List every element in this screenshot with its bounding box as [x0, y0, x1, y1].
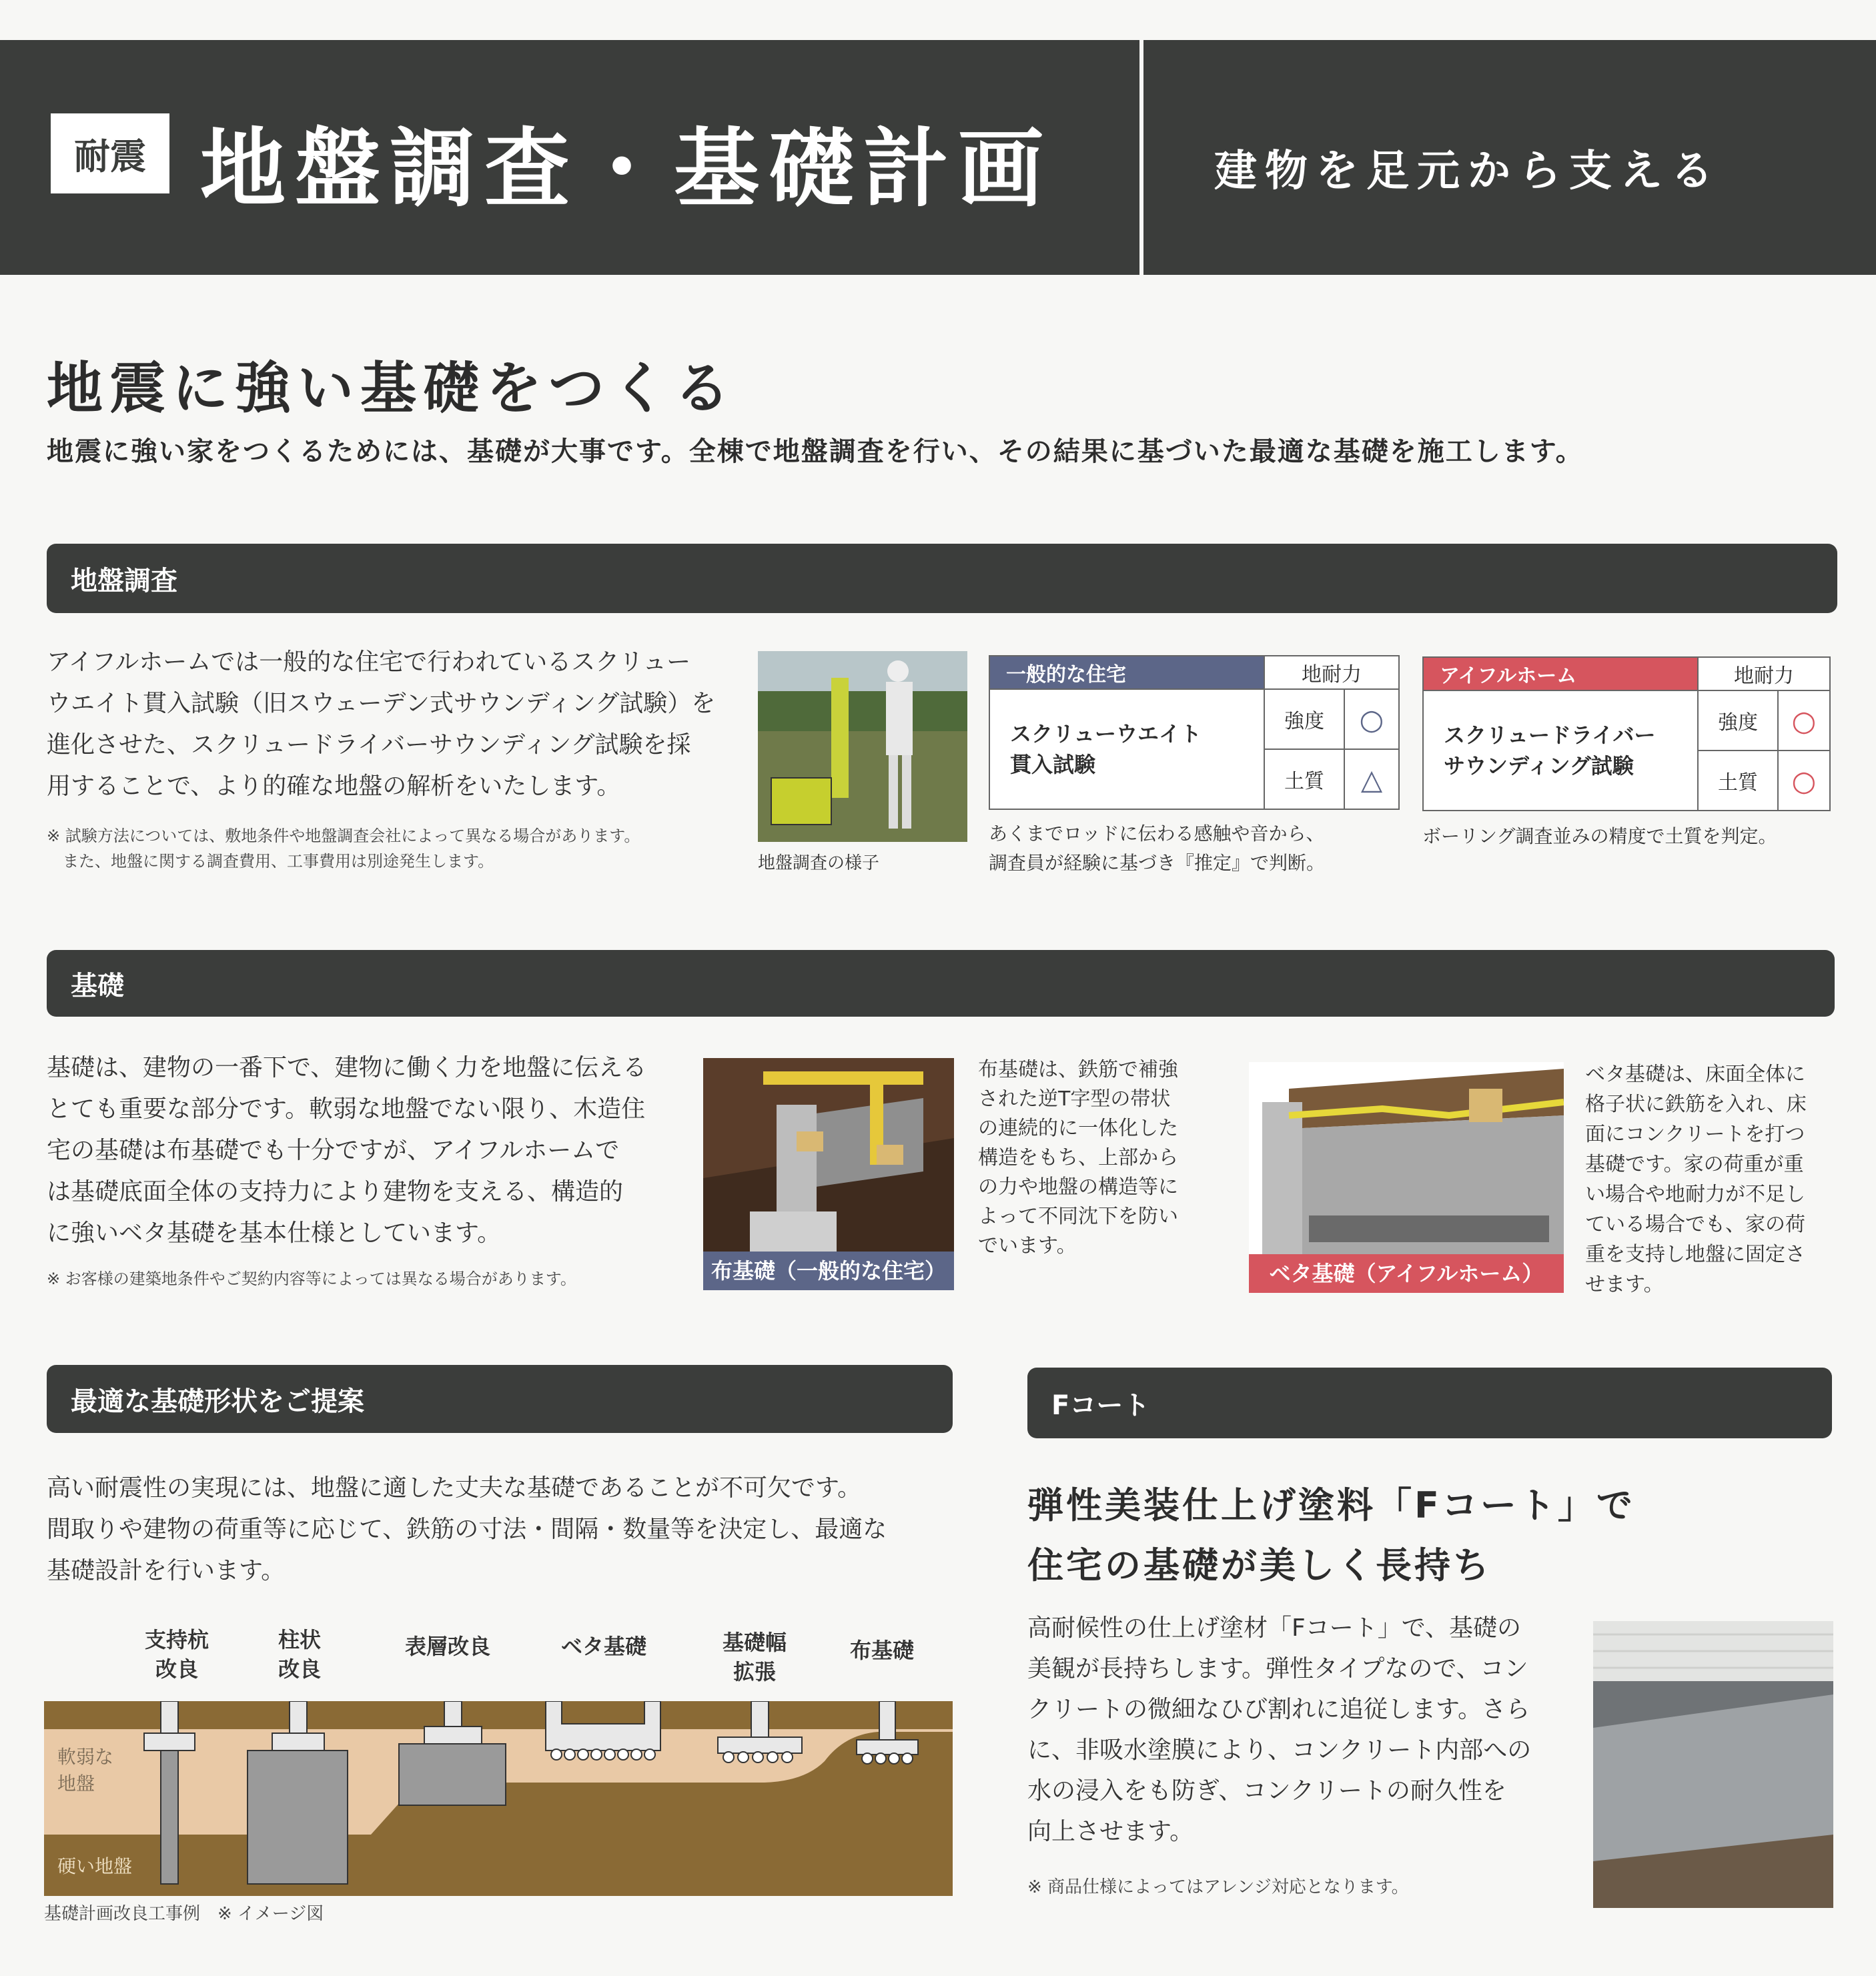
general-caption	[989, 819, 1325, 878]
type-label-widened	[711, 1628, 798, 1686]
text-line: 向上させます。	[1027, 1818, 1194, 1845]
row-label: 土質	[1264, 749, 1344, 809]
page-subtitle: 建物を足元から支える	[1214, 147, 1721, 196]
text-line: の連続的に一体化した	[978, 1117, 1178, 1140]
text-line: 構造をもち、上部から	[978, 1146, 1178, 1169]
method-line: 貫入試験	[1010, 752, 1096, 777]
text-line: 基礎は、建物の一番下で、建物に働く力を地盤に伝える	[47, 1054, 647, 1081]
label-line: 地盤	[57, 1773, 95, 1795]
text-line: アイフルホームでは一般的な住宅で行われているスクリュー	[47, 648, 691, 676]
heading-line: 弾性美装仕上げ塗料「Fコート」で	[1027, 1484, 1635, 1526]
text-line: ウエイト貫入試験（旧スウェーデン式サウンディング試験）を	[47, 690, 716, 717]
method-cell	[989, 689, 1264, 809]
section-bar-survey	[47, 544, 1837, 613]
heading-line: 住宅の基礎が美しく長持ち	[1027, 1544, 1492, 1586]
text-line: 美観が長持ちします。弾性タイプなので、コン	[1027, 1655, 1528, 1682]
table-header-aiful: アイフルホーム	[1423, 657, 1698, 690]
table-header-general: 一般的な住宅	[989, 656, 1264, 689]
category-tag: 耐震	[51, 113, 169, 193]
text-line: ている場合でも、家の荷	[1585, 1213, 1805, 1236]
fcoat-photo	[1593, 1621, 1833, 1908]
circle-mark: ○	[1778, 690, 1830, 751]
text-line: よって不同沈下を防い	[978, 1205, 1178, 1228]
text-line: とても重要な部分です。軟弱な地盤でない限り、木造住	[47, 1095, 646, 1123]
label-line: 改良	[155, 1656, 198, 1682]
hard-ground-label: 硬い地盤	[57, 1855, 133, 1877]
caption-line: 調査員が経験に基づき『推定』で判断。	[989, 852, 1326, 874]
table-col-header: 地耐力	[1698, 657, 1830, 690]
comparison-table-aiful	[1422, 656, 1831, 811]
text-line: 水の浸入をも防ぎ、コンクリートの耐久性を	[1027, 1777, 1506, 1805]
beta-caption: ベタ基礎（アイフルホーム）	[1249, 1254, 1564, 1293]
fcoat-body	[1027, 1608, 1531, 1852]
text-line: い場合や地耐力が不足し	[1585, 1183, 1805, 1206]
comparison-table-general	[989, 655, 1400, 810]
text-line: 進化させた、スクリュードライバーサウンディング試験を採	[47, 731, 691, 759]
text-line: 基礎設計を行います。	[47, 1557, 286, 1584]
note-line: ※ 試験方法については、敷地条件や地盤調査会社によって異なる場合があります。	[47, 827, 640, 845]
row-label: 強度	[1698, 690, 1778, 751]
text-line: ベタ基礎は、床面全体に	[1585, 1063, 1805, 1086]
fcoat-note: ※ 商品仕様によってはアレンジ対応となります。	[1027, 1877, 1409, 1897]
method-cell	[1423, 690, 1698, 811]
section-bar-label: 最適な基礎形状をご提案	[71, 1386, 364, 1417]
text-line: 用することで、より的確な地盤の解析をいたします。	[47, 773, 621, 800]
text-line: 基礎です。家の荷重が重	[1585, 1153, 1804, 1176]
section-bar-label: 基礎	[71, 970, 124, 1001]
label-line: 支持杭	[144, 1627, 209, 1652]
survey-note	[47, 823, 640, 874]
method-line: サウンディング試験	[1444, 753, 1634, 779]
foundation-body	[47, 1047, 687, 1254]
text-line: 高耐候性の仕上げ塗材「Fコート」で、基礎の	[1027, 1614, 1521, 1642]
label-line: 基礎幅	[722, 1630, 787, 1655]
aiful-caption: ボーリング調査並みの精度で土質を判定。	[1422, 825, 1777, 847]
circle-mark: ○	[1344, 689, 1399, 749]
type-label-support-pile	[133, 1625, 220, 1684]
text-line: 高い耐震性の実現には、地盤に適した丈夫な基礎であることが不可欠です。	[47, 1474, 862, 1502]
intro-heading: 地震に強い基礎をつくる	[47, 356, 737, 421]
text-line: の力や地盤の構造等に	[978, 1175, 1178, 1199]
caption-line: あくまでロッドに伝わる感触や音から、	[989, 823, 1325, 845]
proposal-body	[47, 1468, 887, 1592]
section-bar-proposal	[47, 1365, 953, 1433]
section-bar-foundation	[47, 950, 1835, 1017]
method-line: スクリューウエイト	[1010, 721, 1202, 747]
soft-ground-label	[57, 1744, 113, 1797]
text-line: に、非吸水塗膜により、コンクリート内部への	[1027, 1737, 1532, 1764]
label-line: 拡張	[733, 1659, 776, 1684]
text-line: は基礎底面全体の支持力により建物を支える、構造的	[47, 1178, 624, 1205]
type-label-nuno: 布基礎	[849, 1638, 914, 1663]
row-label: 強度	[1264, 689, 1344, 749]
intro-lead: 地震に強い家をつくるためには、基礎が大事です。全棟で地盤調査を行い、その結果に基づいた最適な基礎を施工します。	[47, 436, 1584, 467]
note-line: また、地盤に関する調査費用、工事費用は別途発生します。	[47, 852, 494, 871]
text-line: 布基礎は、鉄筋で補強	[978, 1058, 1178, 1081]
type-label-surface: 表層改良	[404, 1634, 490, 1659]
text-line: でいます。	[978, 1234, 1077, 1258]
header-divider	[1139, 40, 1143, 275]
foundation-note: ※ お客様の建築地条件やご契約内容等によっては異なる場合があります。	[47, 1270, 576, 1288]
text-line: 格子状に鉄筋を入れ、床	[1585, 1093, 1807, 1116]
triangle-mark: △	[1344, 749, 1399, 809]
diagram-caption: 基礎計画改良工事例 ※ イメージ図	[44, 1904, 324, 1924]
foundation-diagram	[44, 1701, 953, 1896]
text-line: 面にコンクリートを打つ	[1585, 1123, 1805, 1146]
label-line: 軟弱な	[57, 1746, 114, 1768]
fcoat-heading	[1027, 1476, 1635, 1596]
section-bar-label: 地盤調査	[71, 565, 177, 596]
text-line: された逆T字型の帯状	[978, 1087, 1171, 1111]
text-line: クリートの微細なひび割れに追従します。さら	[1027, 1696, 1530, 1723]
text-line: 宅の基礎は布基礎でも十分ですが、アイフルホームで	[47, 1137, 620, 1164]
type-label-columnar	[256, 1625, 343, 1684]
text-line: せます。	[1585, 1273, 1664, 1296]
beta-description	[1585, 1059, 1807, 1300]
text-line: 重を支持し地盤に固定さ	[1585, 1243, 1805, 1266]
nuno-description	[978, 1055, 1178, 1261]
section-bar-fcoat	[1027, 1368, 1832, 1438]
survey-photo-caption: 地盤調査の様子	[758, 853, 880, 873]
text-line: に強いベタ基礎を基本仕様としています。	[47, 1219, 502, 1247]
survey-body	[47, 642, 754, 807]
row-label: 土質	[1698, 751, 1778, 811]
circle-mark: ○	[1778, 751, 1830, 811]
page-title: 地盤調査・基礎計画	[200, 119, 1053, 219]
type-label-beta: ベタ基礎	[560, 1634, 646, 1659]
survey-photo	[758, 651, 967, 842]
method-line: スクリュードライバー	[1444, 722, 1656, 748]
table-col-header: 地耐力	[1264, 656, 1399, 689]
label-line: 改良	[278, 1656, 321, 1682]
text-line: 間取りや建物の荷重等に応じて、鉄筋の寸法・間隔・数量等を決定し、最適な	[47, 1516, 887, 1543]
nuno-caption: 布基礎（一般的な住宅）	[703, 1252, 954, 1290]
label-line: 柱状	[278, 1627, 321, 1652]
section-bar-label: Fコート	[1051, 1390, 1150, 1421]
